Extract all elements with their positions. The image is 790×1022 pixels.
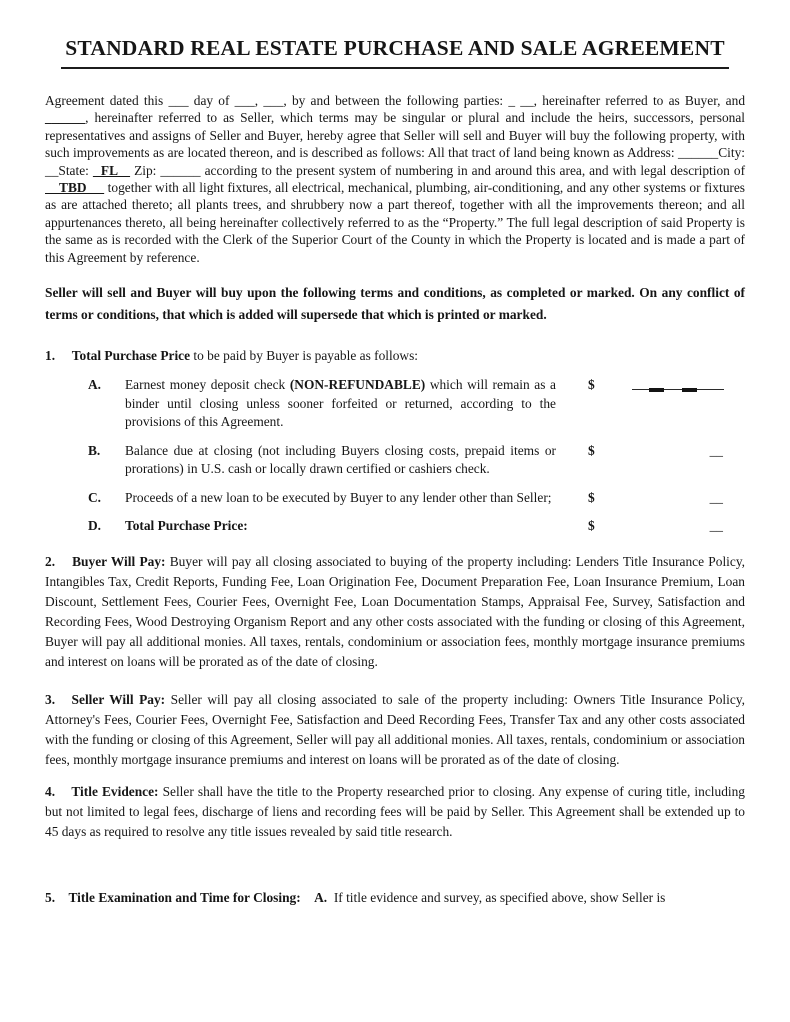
text-run: , hereinafter referred to as Seller, which terms may be singular or plural and include the heirs, successors, personal representatives and assigns of Seller and Buyer, hereby agree that Seller will sell and Buyer will buy the following property, with such improvements as are located thereon, and is described as follows: All that tract of land being known as Address: [45, 110, 745, 161]
section-3-seller-will-pay [45, 690, 745, 770]
address-blank[interactable]: ______ [678, 145, 719, 161]
text-run: 5. [45, 889, 56, 905]
text-run: Zip: [130, 162, 161, 178]
text-run: 1. [45, 348, 56, 364]
item-a-letter: A. [88, 377, 102, 393]
text-run: , [254, 93, 264, 108]
price-item-a [88, 376, 745, 432]
text-run: Seller shall have the title to the Property researched prior to closing. Any expense of curing title, including but not limited to legal fees, discharge of liens and recording fees will be paid by Seller. This Agreement shall be extended up to 45 days as required to resolve any title issues revealed by said title research. [45, 783, 745, 839]
text-run: according to the present system of numbering in and around this area, and with legal description of [200, 162, 746, 178]
seller-name-blank[interactable]: ______ [45, 110, 86, 126]
text-run: which will remain as a binder until closing unless sooner forfeited or returned, according to the provisions of this Agreement. [125, 377, 556, 430]
section-5-title-examination [45, 888, 745, 908]
price-item-b [88, 442, 745, 479]
text-run [55, 784, 71, 799]
document-title: STANDARD REAL ESTATE PURCHASE AND SALE AGREEMENT [61, 36, 729, 69]
text-run: State: [58, 162, 93, 178]
total-price-amount-blank[interactable]: __ [709, 518, 723, 534]
text-run [301, 890, 314, 905]
loan-proceeds-amount-blank[interactable]: __ [709, 489, 723, 505]
text-run: day of [188, 93, 235, 108]
item-b-dollar-sign: $ [588, 442, 595, 458]
item-a-dollar-sign: $ [588, 377, 595, 393]
text-run: Total Purchase Price: [125, 518, 248, 534]
earnest-money-amount-line[interactable] [632, 376, 724, 390]
price-item-c [88, 489, 745, 508]
text-run: Agreement dated this [45, 93, 169, 108]
text-run: Seller Will Pay: [71, 691, 166, 707]
item-c-text [125, 489, 570, 508]
item-b-letter: B. [88, 442, 101, 458]
month-blank[interactable]: ___ [234, 93, 255, 108]
text-run [55, 692, 72, 707]
price-item-d [88, 517, 745, 536]
zip-blank[interactable]: ______ [160, 162, 201, 178]
year-blank[interactable]: ___ [263, 93, 284, 108]
text-run: Seller will sell and Buyer will buy upon the following terms and conditions, as completed or marked. On any conflict of terms or conditions, that which is added will supersede that which is printed or marked. [45, 285, 745, 323]
section-1-heading [45, 346, 745, 366]
text-run: , hereinafter referred to as Buyer, and [533, 93, 746, 108]
day-blank[interactable]: ___ [168, 93, 189, 108]
state-value[interactable]: FL [92, 162, 131, 178]
legal-description-value[interactable]: TBD [45, 180, 105, 196]
buyer-name-blank[interactable]: _ __ [508, 93, 534, 108]
text-run: (NON-REFUNDABLE) [289, 377, 426, 393]
text-run: to be paid by Buyer is payable as follows: [190, 348, 419, 364]
text-run: Buyer Will Pay: [72, 553, 166, 569]
balance-due-amount-blank[interactable]: __ [709, 442, 723, 458]
item-d-letter: D. [88, 518, 102, 534]
redaction-mark [682, 388, 697, 392]
redaction-mark [649, 388, 664, 392]
purchase-price-items [45, 376, 745, 536]
text-run [55, 554, 72, 569]
item-c-letter: C. [88, 489, 102, 505]
text-run [55, 890, 68, 905]
text-run: 2. [45, 553, 56, 569]
text-run: If title evidence and survey, as specified above, show Seller is [327, 889, 666, 905]
text-run: Seller will pay all closing associated to sale of the property including: Owners Title Insurance Policy, Attorney's Fees, Courier Fees, Overnight Fee, Satisfaction and Deed Recording Fees, Transfer Tax and any other costs associated with the funding or closing of this Agreement, Seller will pay all additional monies. All taxes, rentals, condominium or association fees, monthly mortgage insurance premiums and interest on loans will be prorated as of the date of closing. [45, 691, 745, 767]
text-run: Title Examination and Time for Closing: [68, 889, 301, 905]
item-a-amount-cell [632, 376, 745, 394]
item-b-text [125, 442, 570, 479]
text-run: Proceeds of a new loan to be executed by Buyer to any lender other than Seller; [125, 489, 552, 505]
text-run: Title Evidence: [71, 783, 159, 799]
text-run: Buyer will pay all closing associated to buying of the property including: Lenders Title Insurance Policy, Intangibles Tax, Credit Reports, Funding Fee, Loan Origination Fee, Document Preparation Fee, Loan Insurance Premium, Loan Discount, Settlement Fees, Courier Fees, Overnight Fee, Loan Documentation Stamps, Appraisal Fee, Survey, Satisfaction and Recording Fees, Wood Destroying Organism Report and any other costs associated with the funding or closing of this Agreement, Buyer will pay all additional monies. All taxes, rentals, condominium or association fees, monthly mortgage insurance premiums and interest on loans will be prorated as of the date of closing. [45, 553, 746, 669]
text-run: , by and between the following parties: [283, 93, 509, 108]
text-run: 4. [45, 783, 56, 799]
intro-paragraph [45, 92, 745, 266]
item-a-text [125, 376, 570, 432]
text-run: City: [718, 145, 745, 161]
text-run: Earnest money deposit check [125, 377, 290, 393]
text-run: Total Purchase Price [71, 348, 191, 364]
terms-notice-paragraph [45, 282, 745, 326]
item-c-dollar-sign: $ [588, 489, 595, 505]
text-run: Balance due at closing (not including Buyers closing costs, prepaid items or prorations) in U.S. cash or locally drawn certified or cashiers check. [125, 442, 556, 477]
text-run: together with all light fixtures, all electrical, mechanical, plumbing, air-conditioning, and any other systems or fixtures as are attached thereto; all plants trees, and shrubbery now a part thereof, together with all the improvements thereon; and all appurtenances thereto, all being hereinafter collectively referred to as the “Property.” The full legal description of said Property is the same as is recorded with the Clerk of the Superior Court of the County in which the Property is located and is made a part of this Agreement by reference. [45, 180, 745, 265]
text-run [55, 348, 72, 363]
city-blank[interactable]: __ [45, 162, 59, 178]
section-2-buyer-will-pay [45, 552, 745, 672]
item-d-text [125, 517, 570, 536]
section-4-title-evidence [45, 782, 745, 842]
item-d-dollar-sign: $ [588, 518, 595, 534]
text-run: A. [314, 889, 328, 905]
text-run: 3. [45, 691, 56, 707]
